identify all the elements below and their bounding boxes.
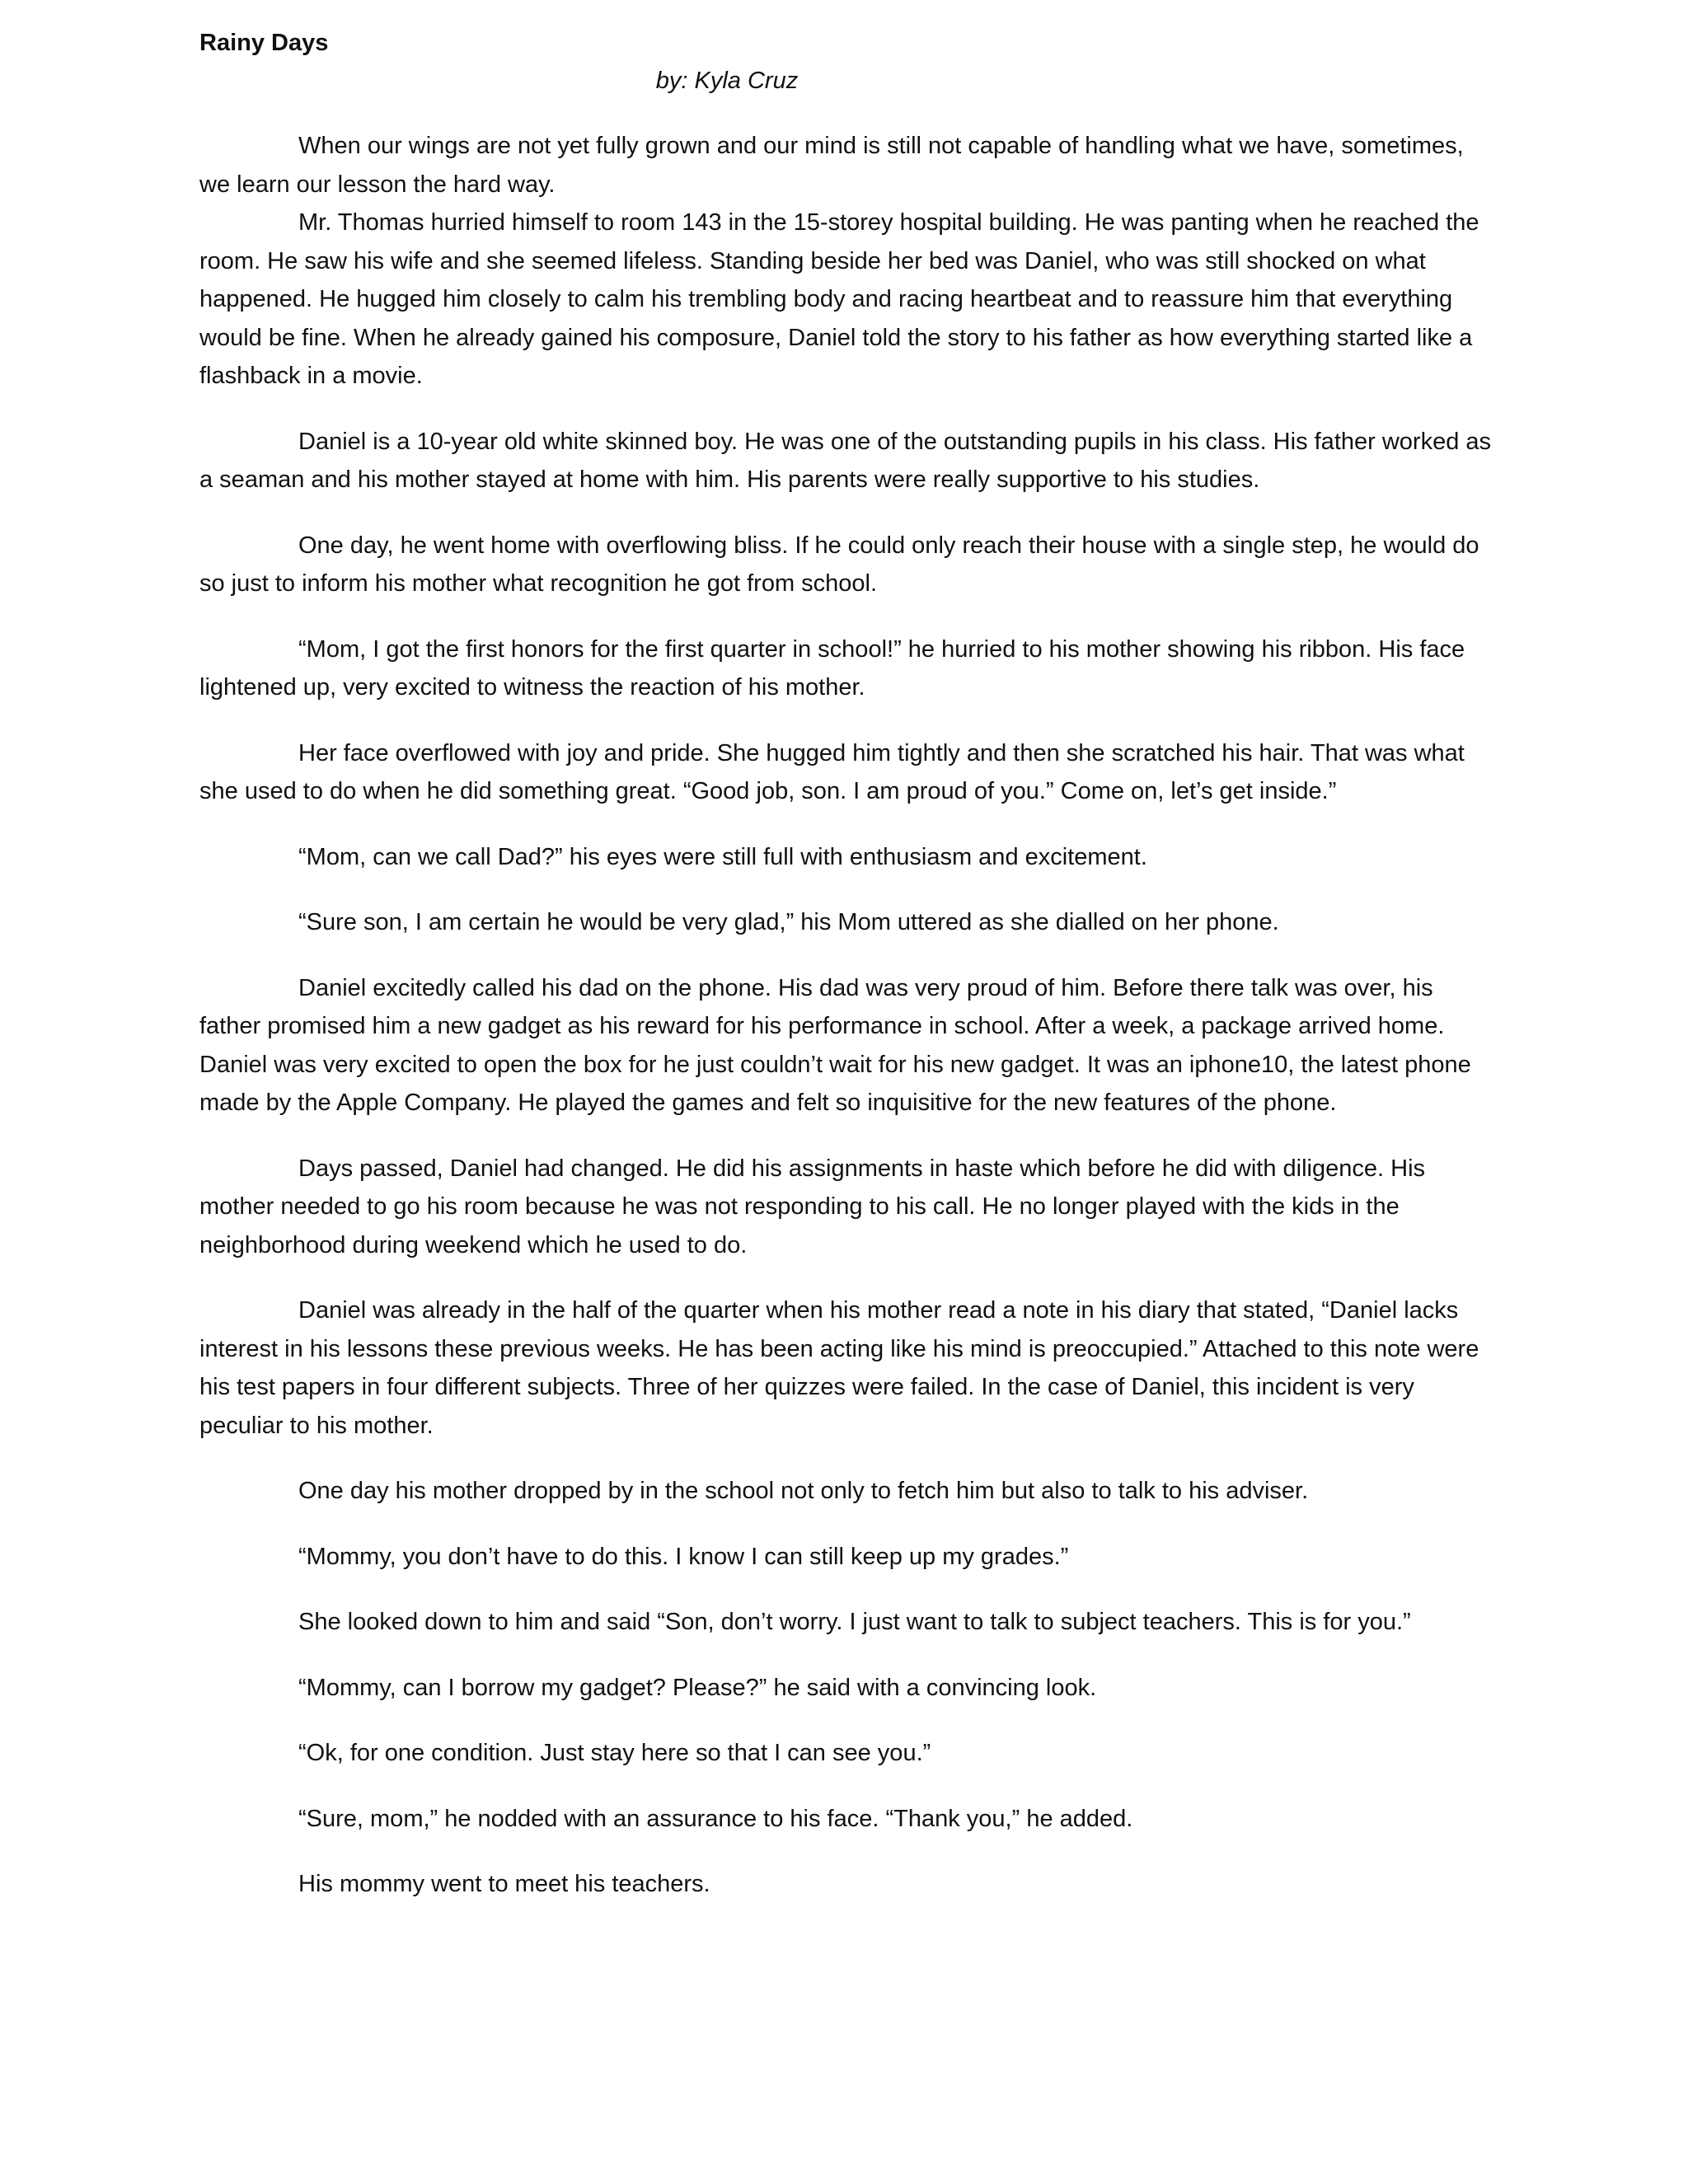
paragraph: “Sure son, I am certain he would be very glad,” his Mom uttered as she dialled on her phone. xyxy=(298,909,1279,935)
paragraph: She looked down to him and said “Son, don’t worry. I just want to talk to subject teachers. This is for you.” xyxy=(298,1609,1411,1635)
paragraph: “Sure, mom,” he nodded with an assurance to his face. “Thank you,” he added. xyxy=(298,1805,1133,1832)
paragraph: “Mom, I got the first honors for the first quarter in school!” he hurried to his mother showing his ribbon. His face lightened up, very excited to witness the reaction of his mother. xyxy=(199,635,1465,701)
paragraph: Days passed, Daniel had changed. He did his assignments in haste which before he did with diligence. His mother needed to go his room because he was not responding to his call. He no longer played with the kids in the neighborhood during weekend which he used to do. xyxy=(199,1155,1426,1258)
paragraph: “Ok, for one condition. Just stay here so that I can see you.” xyxy=(298,1740,931,1766)
paragraph: Daniel is a 10-year old white skinned boy. He was one of the outstanding pupils in his class. His father worked as a seaman and his mother stayed at home with him. His parents were really supportive to his studies. xyxy=(199,428,1492,493)
paragraph: Daniel excitedly called his dad on the phone. His dad was very proud of him. Before there talk was over, his father promised him a new gadget as his reward for his performance in school. After a week, a package arrived home. Daniel was very excited to open the box for he just couldn’t wait for his new gadget. It was an iphone10, the latest phone made by the Apple Company. He played the games and felt so inquisitive for the new features of the phone. xyxy=(199,974,1471,1116)
paragraph: “Mommy, you don’t have to do this. I know I can still keep up my grades.” xyxy=(298,1543,1069,1570)
story-title: Rainy Days xyxy=(199,30,329,56)
paragraph: One day his mother dropped by in the school not only to fetch him but also to talk to his adviser. xyxy=(298,1478,1309,1504)
paragraph: One day, he went home with overflowing bliss. If he could only reach their house with a single step, he would do so just to inform his mother what recognition he got from school. xyxy=(199,532,1479,597)
paragraph: His mommy went to meet his teachers. xyxy=(298,1871,710,1897)
paragraph: When our wings are not yet fully grown and our mind is still not capable of handling what we have, sometimes, we learn our lesson the hard way. xyxy=(199,133,1464,198)
document-body xyxy=(199,23,1493,1931)
paragraph: Her face overflowed with joy and pride. She hugged him tightly and then she scratched his hair. That was what she used to do when he did something great. “Good job, son. I am proud of you.” Come on, let’s get inside.” xyxy=(199,739,1465,804)
paragraph: “Mommy, can I borrow my gadget? Please?” he said with a convincing look. xyxy=(298,1674,1097,1701)
story-paragraphs xyxy=(199,127,1493,1904)
story-byline: by: Kyla Cruz xyxy=(655,68,799,94)
paragraph: Daniel was already in the half of the quarter when his mother read a note in his diary that stated, “Daniel lacks interest in his lessons these previous weeks. He has been acting like his mind is preoccupied.” Attached to this note were his test papers in four different subjects. Three of her quizzes were failed. In the case of Daniel, this incident is very peculiar to his mother. xyxy=(199,1297,1479,1439)
paragraph: Mr. Thomas hurried himself to room 143 in the 15-storey hospital building. He was panting when he reached the room. He saw his wife and she seemed lifeless. Standing beside her bed was Daniel, who was still shocked on what happened. He hugged him closely to calm his trembling body and racing heartbeat and to reassure him that everything would be fine. When he already gained his composure, Daniel told the story to his father as how everything started like a flashback in a movie. xyxy=(199,209,1479,389)
paragraph: “Mom, can we call Dad?” his eyes were still full with enthusiasm and excitement. xyxy=(298,843,1147,870)
